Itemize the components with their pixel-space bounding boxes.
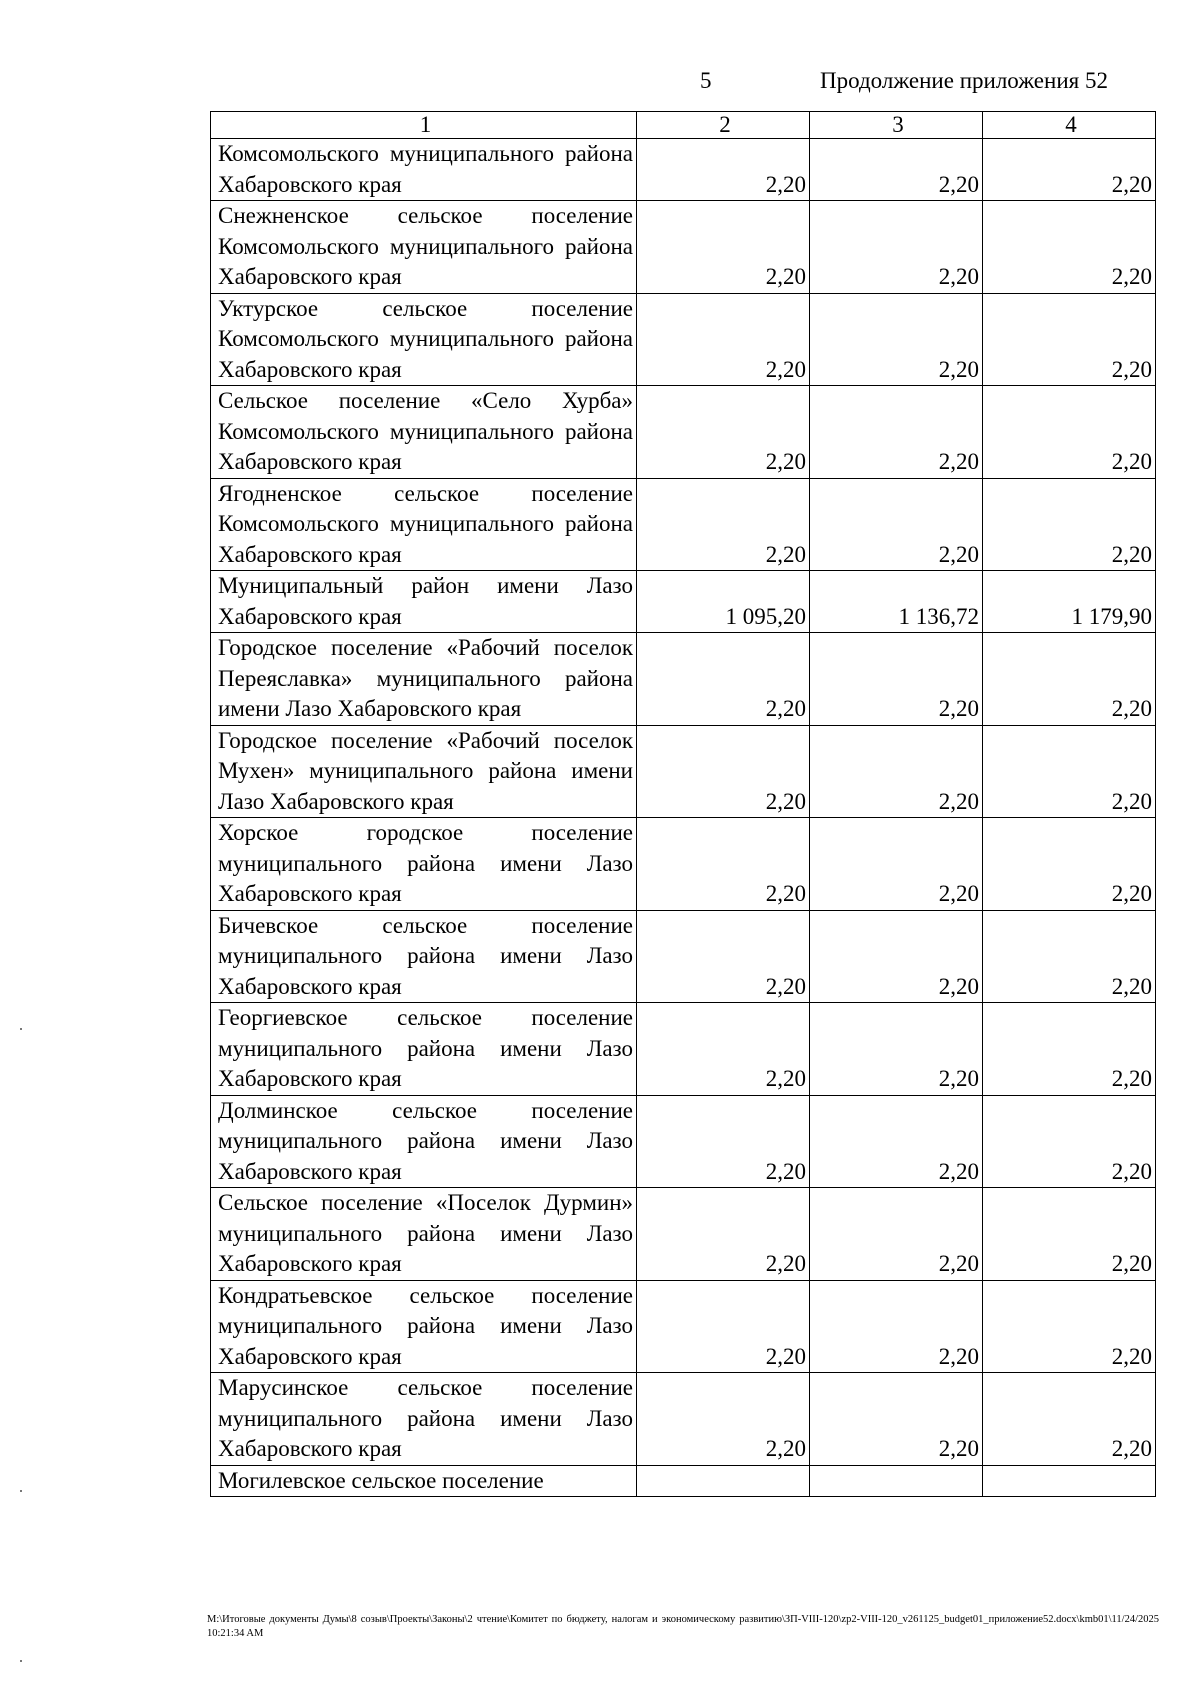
value-cell: 2,20: [810, 633, 983, 726]
value-cell: 2,20: [983, 818, 1156, 911]
municipality-name: Бичевское сельское поселение муниципального района имени Лазо Хабаровского края: [211, 910, 637, 1003]
value-cell: 2,20: [983, 1003, 1156, 1096]
municipality-name: Городское поселение «Рабочий поселок Мухен» муниципального района имени Лазо Хабаровского края: [211, 725, 637, 818]
table-row: [211, 571, 1156, 633]
scan-speck: [20, 1660, 22, 1662]
table-row: [211, 139, 1156, 201]
table-row: [211, 1373, 1156, 1466]
value-cell: 2,20: [637, 1188, 810, 1281]
value-cell: 2,20: [810, 1373, 983, 1466]
value-cell: 2,20: [983, 910, 1156, 1003]
value-cell: 2,20: [983, 386, 1156, 479]
table-row: [211, 386, 1156, 479]
value-cell: 2,20: [983, 201, 1156, 294]
value-cell: 2,20: [637, 293, 810, 386]
value-cell: 2,20: [810, 201, 983, 294]
municipality-name: Муниципальный район имени Лазо Хабаровского края: [211, 571, 637, 633]
value-cell: 2,20: [810, 293, 983, 386]
value-cell: 2,20: [637, 1280, 810, 1373]
scan-speck: [20, 1028, 22, 1030]
value-cell: 2,20: [637, 910, 810, 1003]
document-file-path: M:\Итоговые документы Думы\8 созыв\Проекты\Законы\2 чтение\Комитет по бюджету, налогам и экономическому развитию\ЗП-VIII-120\zp2-VIII-120_v261125_budget01_приложение52.docx\kmb01\11/24/2025 10:21:34 AM: [207, 1614, 1159, 1639]
value-cell: 2,20: [983, 1188, 1156, 1281]
value-cell: 2,20: [637, 1095, 810, 1188]
value-cell: 2,20: [637, 139, 810, 201]
value-cell: 2,20: [810, 1095, 983, 1188]
value-cell: 2,20: [810, 910, 983, 1003]
table-row: [211, 1465, 1156, 1497]
value-cell: 2,20: [983, 478, 1156, 571]
table-row: [211, 1003, 1156, 1096]
value-cell: 2,20: [983, 725, 1156, 818]
value-cell: 2,20: [983, 139, 1156, 201]
value-cell: 2,20: [637, 1003, 810, 1096]
table-row: [211, 1280, 1156, 1373]
value-cell: 2,20: [810, 386, 983, 479]
table-row: [211, 725, 1156, 818]
municipality-name: Сельское поселение «Поселок Дурмин» муниципального района имени Лазо Хабаровского края: [211, 1188, 637, 1281]
value-cell: 2,20: [810, 725, 983, 818]
value-cell: 2,20: [810, 478, 983, 571]
municipality-name: Кондратьевское сельское поселение муниципального района имени Лазо Хабаровского края: [211, 1280, 637, 1373]
value-cell: 2,20: [983, 1373, 1156, 1466]
budget-table: [210, 111, 1156, 1497]
table-row: [211, 293, 1156, 386]
value-cell: 1 136,72: [810, 571, 983, 633]
municipality-name: Георгиевское сельское поселение муниципального района имени Лазо Хабаровского края: [211, 1003, 637, 1096]
value-cell: 2,20: [983, 1095, 1156, 1188]
page-number: 5: [700, 68, 712, 93]
value-cell: 2,20: [810, 1003, 983, 1096]
column-header: 3: [810, 112, 983, 139]
table-row: [211, 1095, 1156, 1188]
column-header: 1: [211, 112, 637, 139]
municipality-name: Марусинское сельское поселение муниципального района имени Лазо Хабаровского края: [211, 1373, 637, 1466]
table-header-row: [211, 112, 1156, 139]
value-cell: [637, 1465, 810, 1497]
municipality-name: Долминское сельское поселение муниципального района имени Лазо Хабаровского края: [211, 1095, 637, 1188]
value-cell: 2,20: [637, 818, 810, 911]
value-cell: 2,20: [983, 293, 1156, 386]
value-cell: [983, 1465, 1156, 1497]
municipality-name: Снежненское сельское поселение Комсомольского муниципального района Хабаровского края: [211, 201, 637, 294]
value-cell: 2,20: [637, 478, 810, 571]
table-row: [211, 910, 1156, 1003]
table-row: [211, 478, 1156, 571]
value-cell: 2,20: [637, 386, 810, 479]
value-cell: 1 179,90: [983, 571, 1156, 633]
column-header: 2: [637, 112, 810, 139]
value-cell: 2,20: [810, 818, 983, 911]
value-cell: 2,20: [983, 633, 1156, 726]
value-cell: 2,20: [810, 1280, 983, 1373]
value-cell: 2,20: [637, 725, 810, 818]
value-cell: 2,20: [810, 1188, 983, 1281]
column-header: 4: [983, 112, 1156, 139]
table-row: [211, 201, 1156, 294]
municipality-name: Уктурское сельское поселение Комсомольского муниципального района Хабаровского края: [211, 293, 637, 386]
value-cell: [810, 1465, 983, 1497]
appendix-caption: Продолжение приложения 52: [820, 68, 1108, 93]
value-cell: 2,20: [637, 633, 810, 726]
value-cell: 2,20: [983, 1280, 1156, 1373]
municipality-name: Могилевское сельское поселение: [211, 1465, 637, 1497]
scan-speck: [20, 1490, 22, 1492]
municipality-name: Сельское поселение «Село Хурба» Комсомольского муниципального района Хабаровского края: [211, 386, 637, 479]
municipality-name: Комсомольского муниципального района Хабаровского края: [211, 139, 637, 201]
value-cell: 2,20: [810, 139, 983, 201]
value-cell: 2,20: [637, 201, 810, 294]
municipality-name: Ягодненское сельское поселение Комсомольского муниципального района Хабаровского края: [211, 478, 637, 571]
table-row: [211, 818, 1156, 911]
municipality-name: Городское поселение «Рабочий поселок Переяславка» муниципального района имени Лазо Хабаровского края: [211, 633, 637, 726]
table-row: [211, 1188, 1156, 1281]
municipality-name: Хорское городское поселение муниципального района имени Лазо Хабаровского края: [211, 818, 637, 911]
value-cell: 1 095,20: [637, 571, 810, 633]
value-cell: 2,20: [637, 1373, 810, 1466]
table-row: [211, 633, 1156, 726]
